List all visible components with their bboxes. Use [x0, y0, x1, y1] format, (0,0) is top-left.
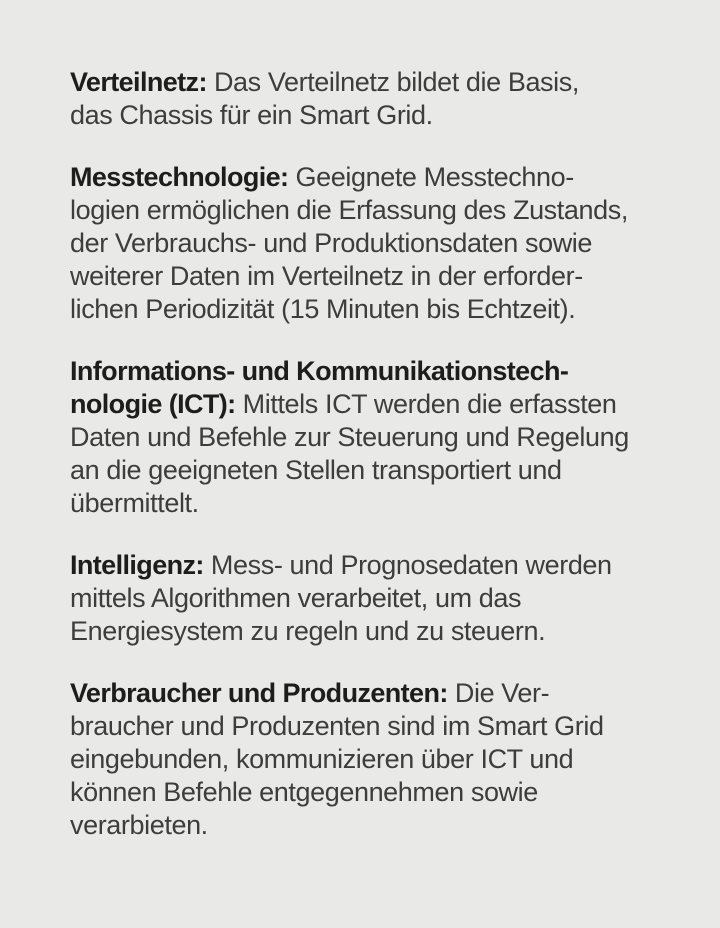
paragraph-verteilnetz — [70, 66, 662, 132]
text-line — [70, 549, 662, 582]
term-messtechnologie: Messtechnologie: — [70, 162, 289, 192]
term-verteilnetz: Verteilnetz: — [70, 67, 207, 97]
text-segment: Energiesystem zu regeln und zu steuern. — [70, 616, 546, 646]
text-line — [70, 454, 662, 487]
text-line — [70, 260, 662, 293]
term-verbraucher-produzenten: Verbraucher und Produzenten: — [70, 678, 448, 708]
text-line — [70, 194, 662, 227]
text-line — [70, 582, 662, 615]
paragraph-ict — [70, 355, 662, 520]
text-segment: der Verbrauchs- und Produktionsdaten sowie — [70, 228, 593, 258]
text-line — [70, 161, 662, 194]
text-segment: braucher und Produzenten sind im Smart Grid — [70, 711, 604, 741]
text-segment: lichen Periodizität (15 Minuten bis Echtzeit). — [70, 294, 576, 324]
text-line — [70, 355, 662, 388]
text-line — [70, 776, 662, 809]
text-segment: Geeignete Messtechno- — [288, 162, 574, 192]
term-intelligenz: Intelligenz: — [70, 550, 204, 580]
text-line — [70, 66, 662, 99]
text-segment: Mittels ICT werden die erfassten — [235, 389, 617, 419]
text-line — [70, 421, 662, 454]
text-line — [70, 99, 662, 132]
text-segment: weiterer Daten im Verteilnetz in der erforder- — [70, 261, 583, 291]
text-segment: übermittelt. — [70, 488, 199, 518]
text-segment: an die geeigneten Stellen transportiert und — [70, 455, 562, 485]
text-segment: Das Verteilnetz bildet die Basis, — [206, 67, 579, 97]
text-segment: logien ermöglichen die Erfassung des Zustands, — [70, 195, 628, 225]
term-ict-line2: nologie (ICT): — [70, 389, 236, 419]
text-line — [70, 487, 662, 520]
text-segment: Daten und Befehle zur Steuerung und Regelung — [70, 422, 629, 452]
text-segment: eingebunden, kommunizieren über ICT und — [70, 744, 574, 774]
text-segment: das Chassis für ein Smart Grid. — [70, 100, 433, 130]
text-line — [70, 388, 662, 421]
text-line — [70, 809, 662, 842]
text-line — [70, 227, 662, 260]
text-segment: Mess- und Prognosedaten werden — [203, 550, 612, 580]
text-line — [70, 710, 662, 743]
text-segment: können Befehle entgegennehmen sowie — [70, 777, 538, 807]
paragraph-verbraucher-produzenten — [70, 677, 662, 842]
text-segment: Die Ver- — [447, 678, 550, 708]
text-line — [70, 615, 662, 648]
paragraph-intelligenz — [70, 549, 662, 648]
text-segment: mittels Algorithmen verarbeitet, um das — [70, 583, 522, 613]
text-line — [70, 743, 662, 776]
paragraph-messtechnologie — [70, 161, 662, 326]
text-line — [70, 677, 662, 710]
term-ict-line1: Informations- und Kommunikationstech- — [70, 356, 569, 386]
text-line — [70, 293, 662, 326]
text-segment: verarbieten. — [70, 810, 208, 840]
